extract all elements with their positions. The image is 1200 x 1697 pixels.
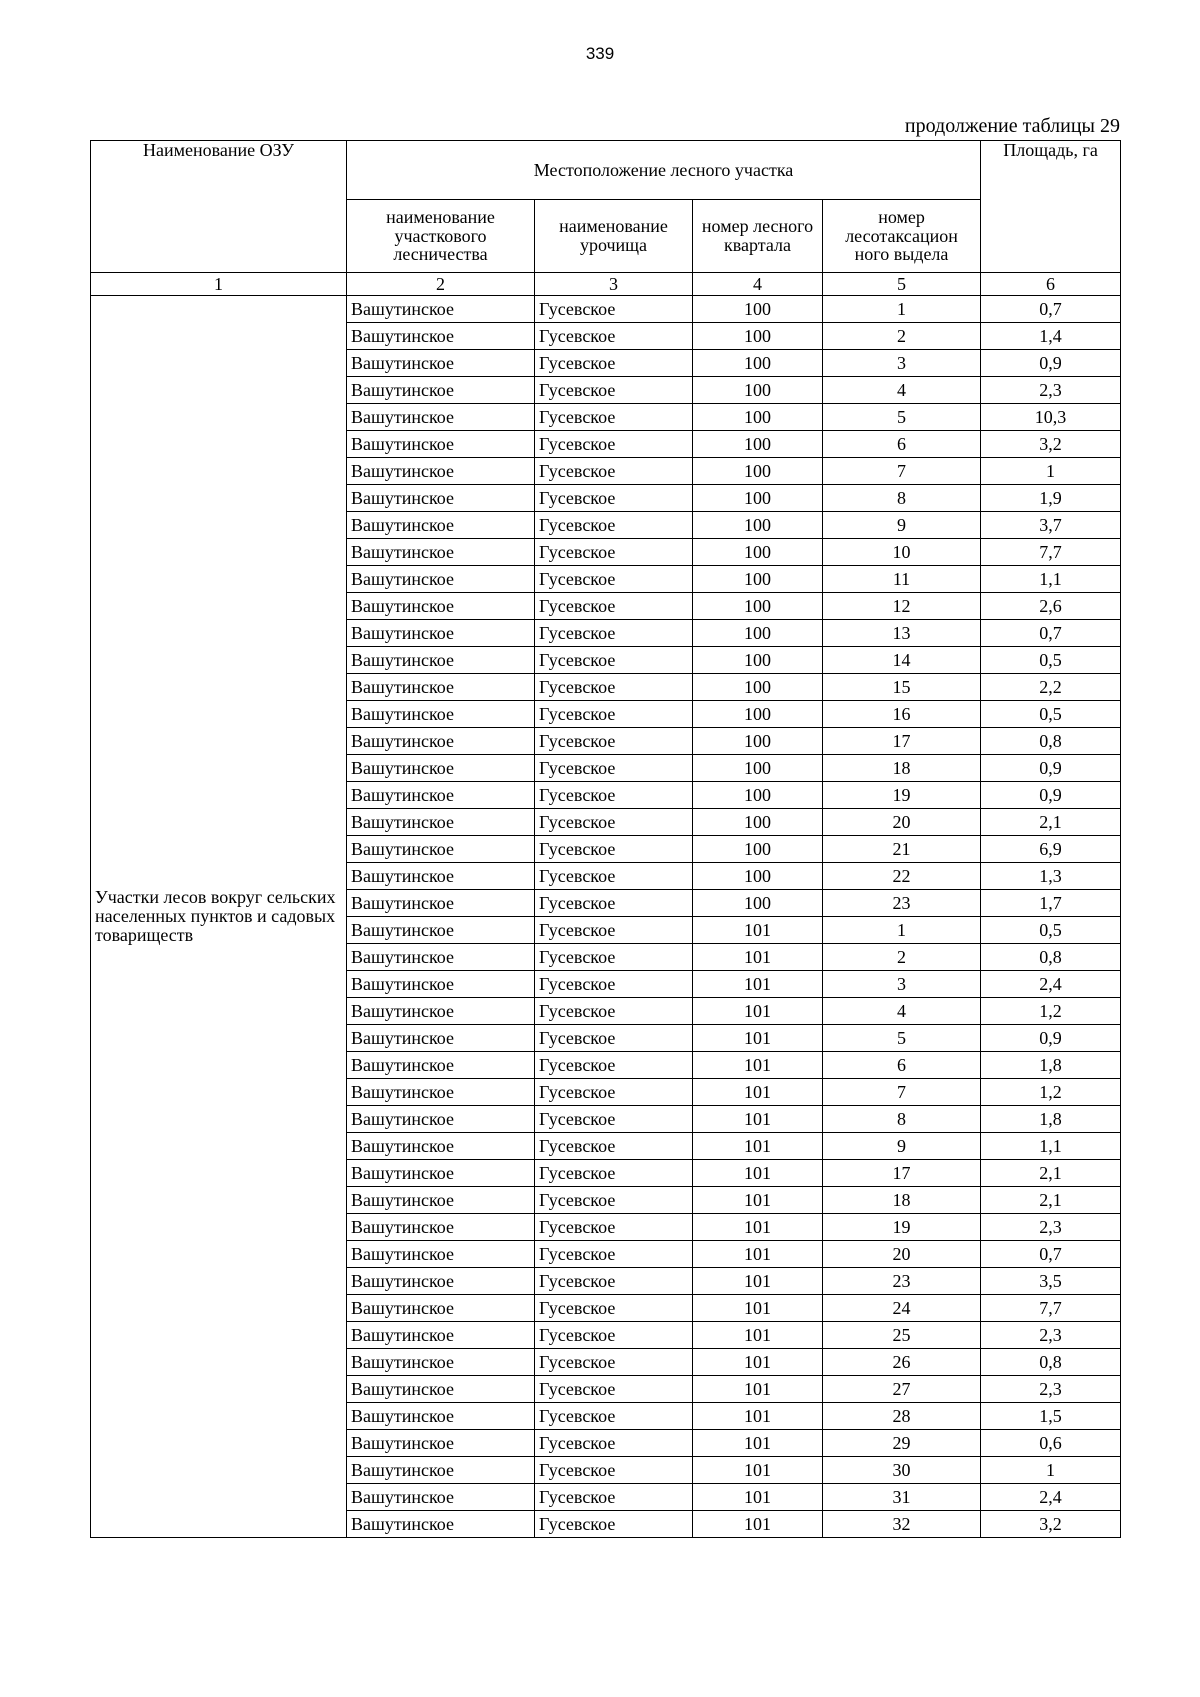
quarter-cell: 100 — [693, 836, 823, 863]
tract-cell: Гусевское — [535, 647, 693, 674]
quarter-cell: 101 — [693, 1295, 823, 1322]
tract-cell: Гусевское — [535, 1484, 693, 1511]
column-number: 5 — [823, 273, 981, 296]
table-continuation-label: продолжение таблицы 29 — [904, 115, 1120, 137]
district-cell: Вашутинское — [347, 944, 535, 971]
district-cell: Вашутинское — [347, 728, 535, 755]
tract-cell: Гусевское — [535, 512, 693, 539]
allotment-cell: 7 — [823, 458, 981, 485]
district-cell: Вашутинское — [347, 1376, 535, 1403]
quarter-cell: 100 — [693, 404, 823, 431]
district-cell: Вашутинское — [347, 863, 535, 890]
district-cell: Вашутинское — [347, 890, 535, 917]
quarter-cell: 100 — [693, 782, 823, 809]
area-cell: 0,7 — [981, 620, 1121, 647]
district-cell: Вашутинское — [347, 296, 535, 323]
allotment-cell: 5 — [823, 404, 981, 431]
allotment-cell: 7 — [823, 1079, 981, 1106]
area-cell: 1,4 — [981, 323, 1121, 350]
district-cell: Вашутинское — [347, 1484, 535, 1511]
quarter-cell: 101 — [693, 1484, 823, 1511]
header-ozu-name: Наименование ОЗУ — [91, 141, 347, 273]
district-cell: Вашутинское — [347, 458, 535, 485]
district-cell: Вашутинское — [347, 485, 535, 512]
allotment-cell: 22 — [823, 863, 981, 890]
area-cell: 2,1 — [981, 1160, 1121, 1187]
area-cell: 0,9 — [981, 350, 1121, 377]
quarter-cell: 100 — [693, 458, 823, 485]
quarter-cell: 101 — [693, 1106, 823, 1133]
district-cell: Вашутинское — [347, 836, 535, 863]
tract-cell: Гусевское — [535, 1268, 693, 1295]
allotment-cell: 4 — [823, 998, 981, 1025]
area-cell: 0,8 — [981, 944, 1121, 971]
area-cell: 3,5 — [981, 1268, 1121, 1295]
tract-cell: Гусевское — [535, 458, 693, 485]
district-cell: Вашутинское — [347, 431, 535, 458]
area-cell: 7,7 — [981, 1295, 1121, 1322]
tract-cell: Гусевское — [535, 1376, 693, 1403]
area-cell: 0,7 — [981, 296, 1121, 323]
area-cell: 0,8 — [981, 728, 1121, 755]
allotment-cell: 9 — [823, 512, 981, 539]
allotment-cell: 3 — [823, 971, 981, 998]
forest-plots-table — [90, 140, 1121, 1538]
quarter-cell: 101 — [693, 1457, 823, 1484]
quarter-cell: 100 — [693, 701, 823, 728]
tract-cell: Гусевское — [535, 1106, 693, 1133]
area-cell: 1,7 — [981, 890, 1121, 917]
allotment-cell: 32 — [823, 1511, 981, 1538]
tract-cell: Гусевское — [535, 1025, 693, 1052]
district-cell: Вашутинское — [347, 1052, 535, 1079]
area-cell: 0,5 — [981, 647, 1121, 674]
allotment-cell: 10 — [823, 539, 981, 566]
quarter-cell: 100 — [693, 755, 823, 782]
quarter-cell: 100 — [693, 296, 823, 323]
allotment-cell: 12 — [823, 593, 981, 620]
quarter-cell: 101 — [693, 917, 823, 944]
allotment-cell: 11 — [823, 566, 981, 593]
tract-cell: Гусевское — [535, 1214, 693, 1241]
quarter-cell: 100 — [693, 890, 823, 917]
area-cell: 7,7 — [981, 539, 1121, 566]
tract-cell: Гусевское — [535, 1295, 693, 1322]
tract-cell: Гусевское — [535, 485, 693, 512]
district-cell: Вашутинское — [347, 1160, 535, 1187]
ozu-name-cell: Участки лесов вокруг сельских населенных пунктов и садовых товариществ — [91, 296, 347, 1538]
tract-cell: Гусевское — [535, 1430, 693, 1457]
area-cell: 2,4 — [981, 971, 1121, 998]
area-cell: 0,9 — [981, 755, 1121, 782]
area-cell: 1,9 — [981, 485, 1121, 512]
quarter-cell: 100 — [693, 512, 823, 539]
quarter-cell: 100 — [693, 539, 823, 566]
allotment-cell: 4 — [823, 377, 981, 404]
district-cell: Вашутинское — [347, 917, 535, 944]
area-cell: 0,9 — [981, 1025, 1121, 1052]
district-cell: Вашутинское — [347, 1403, 535, 1430]
area-cell: 0,5 — [981, 917, 1121, 944]
column-numbers-row — [91, 273, 1121, 296]
tract-cell: Гусевское — [535, 782, 693, 809]
table-body — [91, 296, 1121, 1538]
area-cell: 1,3 — [981, 863, 1121, 890]
tract-cell: Гусевское — [535, 701, 693, 728]
area-cell: 2,1 — [981, 809, 1121, 836]
area-cell: 1,5 — [981, 1403, 1121, 1430]
area-cell: 1,1 — [981, 1133, 1121, 1160]
quarter-cell: 101 — [693, 1052, 823, 1079]
district-cell: Вашутинское — [347, 701, 535, 728]
district-cell: Вашутинское — [347, 350, 535, 377]
tract-cell: Гусевское — [535, 1052, 693, 1079]
table-row — [91, 296, 1121, 323]
allotment-cell: 1 — [823, 296, 981, 323]
quarter-cell: 100 — [693, 323, 823, 350]
allotment-cell: 20 — [823, 1241, 981, 1268]
allotment-cell: 3 — [823, 350, 981, 377]
area-cell: 1,8 — [981, 1106, 1121, 1133]
tract-cell: Гусевское — [535, 1187, 693, 1214]
quarter-cell: 101 — [693, 1376, 823, 1403]
quarter-cell: 100 — [693, 620, 823, 647]
quarter-cell: 101 — [693, 1160, 823, 1187]
district-cell: Вашутинское — [347, 782, 535, 809]
allotment-cell: 2 — [823, 323, 981, 350]
district-cell: Вашутинское — [347, 998, 535, 1025]
header-location: Местоположение лесного участка — [347, 141, 981, 200]
header-area: Площадь, га — [981, 141, 1121, 273]
allotment-cell: 21 — [823, 836, 981, 863]
quarter-cell: 101 — [693, 1430, 823, 1457]
area-cell: 0,6 — [981, 1430, 1121, 1457]
allotment-cell: 28 — [823, 1403, 981, 1430]
quarter-cell: 100 — [693, 485, 823, 512]
quarter-cell: 100 — [693, 863, 823, 890]
tract-cell: Гусевское — [535, 728, 693, 755]
tract-cell: Гусевское — [535, 1241, 693, 1268]
district-cell: Вашутинское — [347, 1214, 535, 1241]
tract-cell: Гусевское — [535, 1079, 693, 1106]
header-tract: наименование урочища — [535, 200, 693, 273]
area-cell: 0,7 — [981, 1241, 1121, 1268]
quarter-cell: 101 — [693, 1511, 823, 1538]
allotment-cell: 19 — [823, 1214, 981, 1241]
district-cell: Вашутинское — [347, 1079, 535, 1106]
quarter-cell: 101 — [693, 1322, 823, 1349]
district-cell: Вашутинское — [347, 539, 535, 566]
tract-cell: Гусевское — [535, 1322, 693, 1349]
column-number: 3 — [535, 273, 693, 296]
district-cell: Вашутинское — [347, 512, 535, 539]
area-cell: 2,3 — [981, 1322, 1121, 1349]
area-cell: 3,2 — [981, 1511, 1121, 1538]
district-cell: Вашутинское — [347, 1511, 535, 1538]
quarter-cell: 100 — [693, 647, 823, 674]
tract-cell: Гусевское — [535, 674, 693, 701]
area-cell: 1,1 — [981, 566, 1121, 593]
allotment-cell: 23 — [823, 1268, 981, 1295]
district-cell: Вашутинское — [347, 755, 535, 782]
allotment-cell: 18 — [823, 1187, 981, 1214]
page-number: 339 — [585, 44, 615, 63]
district-cell: Вашутинское — [347, 404, 535, 431]
quarter-cell: 100 — [693, 809, 823, 836]
area-cell: 2,2 — [981, 674, 1121, 701]
tract-cell: Гусевское — [535, 1511, 693, 1538]
allotment-cell: 20 — [823, 809, 981, 836]
allotment-cell: 5 — [823, 1025, 981, 1052]
tract-cell: Гусевское — [535, 350, 693, 377]
district-cell: Вашутинское — [347, 647, 535, 674]
area-cell: 10,3 — [981, 404, 1121, 431]
area-cell: 2,4 — [981, 1484, 1121, 1511]
district-cell: Вашутинское — [347, 1430, 535, 1457]
allotment-cell: 27 — [823, 1376, 981, 1403]
quarter-cell: 100 — [693, 674, 823, 701]
allotment-cell: 13 — [823, 620, 981, 647]
allotment-cell: 2 — [823, 944, 981, 971]
column-number: 2 — [347, 273, 535, 296]
area-cell: 1 — [981, 1457, 1121, 1484]
district-cell: Вашутинское — [347, 1106, 535, 1133]
allotment-cell: 1 — [823, 917, 981, 944]
allotment-cell: 15 — [823, 674, 981, 701]
quarter-cell: 101 — [693, 1079, 823, 1106]
area-cell: 3,2 — [981, 431, 1121, 458]
quarter-cell: 100 — [693, 593, 823, 620]
tract-cell: Гусевское — [535, 1457, 693, 1484]
tract-cell: Гусевское — [535, 890, 693, 917]
tract-cell: Гусевское — [535, 1349, 693, 1376]
tract-cell: Гусевское — [535, 593, 693, 620]
column-number: 6 — [981, 273, 1121, 296]
tract-cell: Гусевское — [535, 323, 693, 350]
header-district: наименование участкового лесничества — [347, 200, 535, 273]
district-cell: Вашутинское — [347, 1025, 535, 1052]
quarter-cell: 101 — [693, 998, 823, 1025]
quarter-cell: 100 — [693, 728, 823, 755]
tract-cell: Гусевское — [535, 296, 693, 323]
tract-cell: Гусевское — [535, 431, 693, 458]
allotment-cell: 24 — [823, 1295, 981, 1322]
allotment-cell: 6 — [823, 1052, 981, 1079]
allotment-cell: 17 — [823, 728, 981, 755]
district-cell: Вашутинское — [347, 1133, 535, 1160]
district-cell: Вашутинское — [347, 1241, 535, 1268]
allotment-cell: 30 — [823, 1457, 981, 1484]
district-cell: Вашутинское — [347, 1322, 535, 1349]
allotment-cell: 31 — [823, 1484, 981, 1511]
tract-cell: Гусевское — [535, 836, 693, 863]
quarter-cell: 100 — [693, 350, 823, 377]
quarter-cell: 100 — [693, 377, 823, 404]
allotment-cell: 16 — [823, 701, 981, 728]
allotment-cell: 9 — [823, 1133, 981, 1160]
allotment-cell: 17 — [823, 1160, 981, 1187]
allotment-cell: 6 — [823, 431, 981, 458]
allotment-cell: 25 — [823, 1322, 981, 1349]
allotment-cell: 26 — [823, 1349, 981, 1376]
district-cell: Вашутинское — [347, 1457, 535, 1484]
district-cell: Вашутинское — [347, 674, 535, 701]
tract-cell: Гусевское — [535, 971, 693, 998]
district-cell: Вашутинское — [347, 809, 535, 836]
tract-cell: Гусевское — [535, 944, 693, 971]
quarter-cell: 101 — [693, 971, 823, 998]
allotment-cell: 29 — [823, 1430, 981, 1457]
area-cell: 3,7 — [981, 512, 1121, 539]
area-cell: 1,2 — [981, 1079, 1121, 1106]
quarter-cell: 101 — [693, 1133, 823, 1160]
tract-cell: Гусевское — [535, 377, 693, 404]
tract-cell: Гусевское — [535, 566, 693, 593]
quarter-cell: 101 — [693, 1187, 823, 1214]
area-cell: 0,8 — [981, 1349, 1121, 1376]
tract-cell: Гусевское — [535, 809, 693, 836]
quarter-cell: 101 — [693, 1268, 823, 1295]
district-cell: Вашутинское — [347, 1349, 535, 1376]
quarter-cell: 101 — [693, 1403, 823, 1430]
area-cell: 2,6 — [981, 593, 1121, 620]
area-cell: 2,3 — [981, 1214, 1121, 1241]
allotment-cell: 8 — [823, 485, 981, 512]
quarter-cell: 101 — [693, 1349, 823, 1376]
area-cell: 1,8 — [981, 1052, 1121, 1079]
tract-cell: Гусевское — [535, 755, 693, 782]
area-cell: 1 — [981, 458, 1121, 485]
district-cell: Вашутинское — [347, 971, 535, 998]
tract-cell: Гусевское — [535, 620, 693, 647]
area-cell: 2,3 — [981, 1376, 1121, 1403]
allotment-cell: 19 — [823, 782, 981, 809]
quarter-cell: 100 — [693, 431, 823, 458]
header-quarter: номер лесного квартала — [693, 200, 823, 273]
quarter-cell: 101 — [693, 1241, 823, 1268]
quarter-cell: 101 — [693, 944, 823, 971]
column-number: 4 — [693, 273, 823, 296]
district-cell: Вашутинское — [347, 1268, 535, 1295]
area-cell: 0,9 — [981, 782, 1121, 809]
area-cell: 2,3 — [981, 377, 1121, 404]
district-cell: Вашутинское — [347, 593, 535, 620]
district-cell: Вашутинское — [347, 323, 535, 350]
area-cell: 6,9 — [981, 836, 1121, 863]
district-cell: Вашутинское — [347, 1295, 535, 1322]
district-cell: Вашутинское — [347, 1187, 535, 1214]
tract-cell: Гусевское — [535, 863, 693, 890]
allotment-cell: 23 — [823, 890, 981, 917]
tract-cell: Гусевское — [535, 539, 693, 566]
district-cell: Вашутинское — [347, 620, 535, 647]
district-cell: Вашутинское — [347, 377, 535, 404]
district-cell: Вашутинское — [347, 566, 535, 593]
header-allotment: номер лесотаксацион ного выдела — [823, 200, 981, 273]
quarter-cell: 100 — [693, 566, 823, 593]
allotment-cell: 8 — [823, 1106, 981, 1133]
column-number: 1 — [91, 273, 347, 296]
area-cell: 1,2 — [981, 998, 1121, 1025]
quarter-cell: 101 — [693, 1214, 823, 1241]
tract-cell: Гусевское — [535, 917, 693, 944]
area-cell: 0,5 — [981, 701, 1121, 728]
tract-cell: Гусевское — [535, 998, 693, 1025]
area-cell: 2,1 — [981, 1187, 1121, 1214]
allotment-cell: 18 — [823, 755, 981, 782]
tract-cell: Гусевское — [535, 1133, 693, 1160]
tract-cell: Гусевское — [535, 404, 693, 431]
tract-cell: Гусевское — [535, 1403, 693, 1430]
tract-cell: Гусевское — [535, 1160, 693, 1187]
quarter-cell: 101 — [693, 1025, 823, 1052]
allotment-cell: 14 — [823, 647, 981, 674]
